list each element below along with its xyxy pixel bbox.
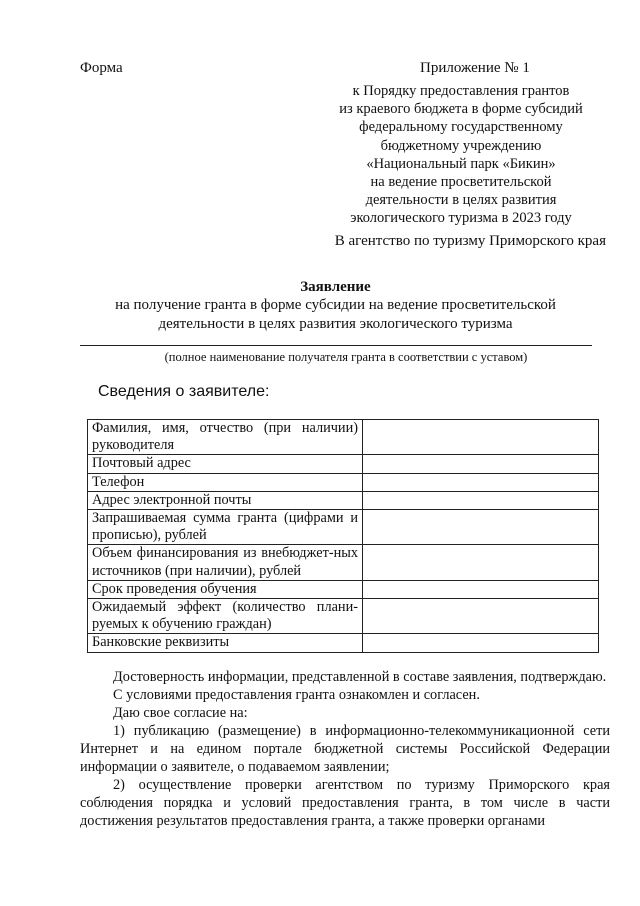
body-paragraph: Даю свое согласие на:	[113, 705, 248, 721]
subtitle-line: деятельности в целях развития экологического туризма	[158, 316, 513, 332]
appendix-line: из краевого бюджета в форме субсидий	[339, 101, 583, 118]
appendix-number: Приложение № 1	[420, 60, 530, 76]
appendix-reference	[330, 82, 592, 228]
body-paragraph: Достоверность информации, представленной в составе заявления, подтверждаю.	[113, 669, 607, 685]
table-row	[88, 634, 599, 652]
row-value	[363, 473, 599, 491]
body-paragraph: 2) осуществление проверки агентством по туризму Приморского края соблюдения порядка и условий предоставления гранта, в том числе в части достижения результатов предоставления гранта, а также проверки органами	[80, 777, 610, 829]
applicant-info-table	[87, 419, 599, 653]
addressee: В агентство по туризму Приморского края	[334, 233, 606, 249]
row-value	[363, 491, 599, 509]
row-label: Адрес электронной почты	[88, 491, 363, 509]
row-label: Телефон	[88, 473, 363, 491]
appendix-line: на ведение просветительской	[370, 174, 552, 191]
row-value	[363, 420, 599, 455]
row-label: Запрашиваемая сумма гранта (цифрами и прописью), рублей	[88, 510, 363, 545]
row-value	[363, 545, 599, 580]
table-row	[88, 455, 599, 473]
row-label: Ожидаемый эффект (количество плани-руемых к обучению граждан)	[88, 599, 363, 634]
row-label: Фамилия, имя, отчество (при наличии) руководителя	[88, 420, 363, 455]
table-row	[88, 491, 599, 509]
statement-subtitle	[80, 296, 591, 334]
body-paragraph: С условиями предоставления гранта ознакомлен и согласен.	[113, 687, 480, 703]
table-row	[88, 545, 599, 580]
body-paragraph: 1) публикацию (размещение) в информационно-телекоммуникационной сети Интернет и на едином портале бюджетной системы Российской Федерации информации о заявителе, о подаваемом заявлении;	[80, 723, 610, 775]
statement-body	[80, 668, 610, 830]
row-label: Срок проведения обучения	[88, 580, 363, 598]
recipient-name-caption: (полное наименование получателя гранта в соответствии с уставом)	[164, 350, 528, 364]
appendix-line: деятельности в целях развития	[365, 192, 557, 209]
table-row	[88, 473, 599, 491]
row-value	[363, 634, 599, 652]
appendix-line: федеральному государственному	[359, 119, 563, 136]
table-row	[88, 510, 599, 545]
appendix-line: к Порядку предоставления грантов	[352, 83, 570, 99]
subtitle-line: на получение гранта в форме субсидии на ведение просветительской	[115, 297, 556, 313]
form-label: Форма	[80, 60, 123, 76]
row-label: Почтовый адрес	[88, 455, 363, 473]
recipient-name-line	[80, 345, 592, 346]
row-value	[363, 599, 599, 634]
row-value	[363, 510, 599, 545]
appendix-line: бюджетному учреждению	[380, 137, 542, 154]
row-label: Банковские реквизиты	[88, 634, 363, 652]
table-row	[88, 580, 599, 598]
row-value	[363, 580, 599, 598]
row-value	[363, 455, 599, 473]
table-row	[88, 420, 599, 455]
applicant-info-heading: Сведения о заявителе:	[98, 383, 270, 400]
statement-title: Заявление	[300, 279, 371, 295]
row-label: Объем финансирования из внебюджет-ных источников (при наличии), рублей	[88, 545, 363, 580]
table-row	[88, 599, 599, 634]
appendix-line: экологического туризма в 2023 году	[350, 210, 572, 227]
appendix-line: «Национальный парк «Бикин»	[366, 155, 556, 172]
